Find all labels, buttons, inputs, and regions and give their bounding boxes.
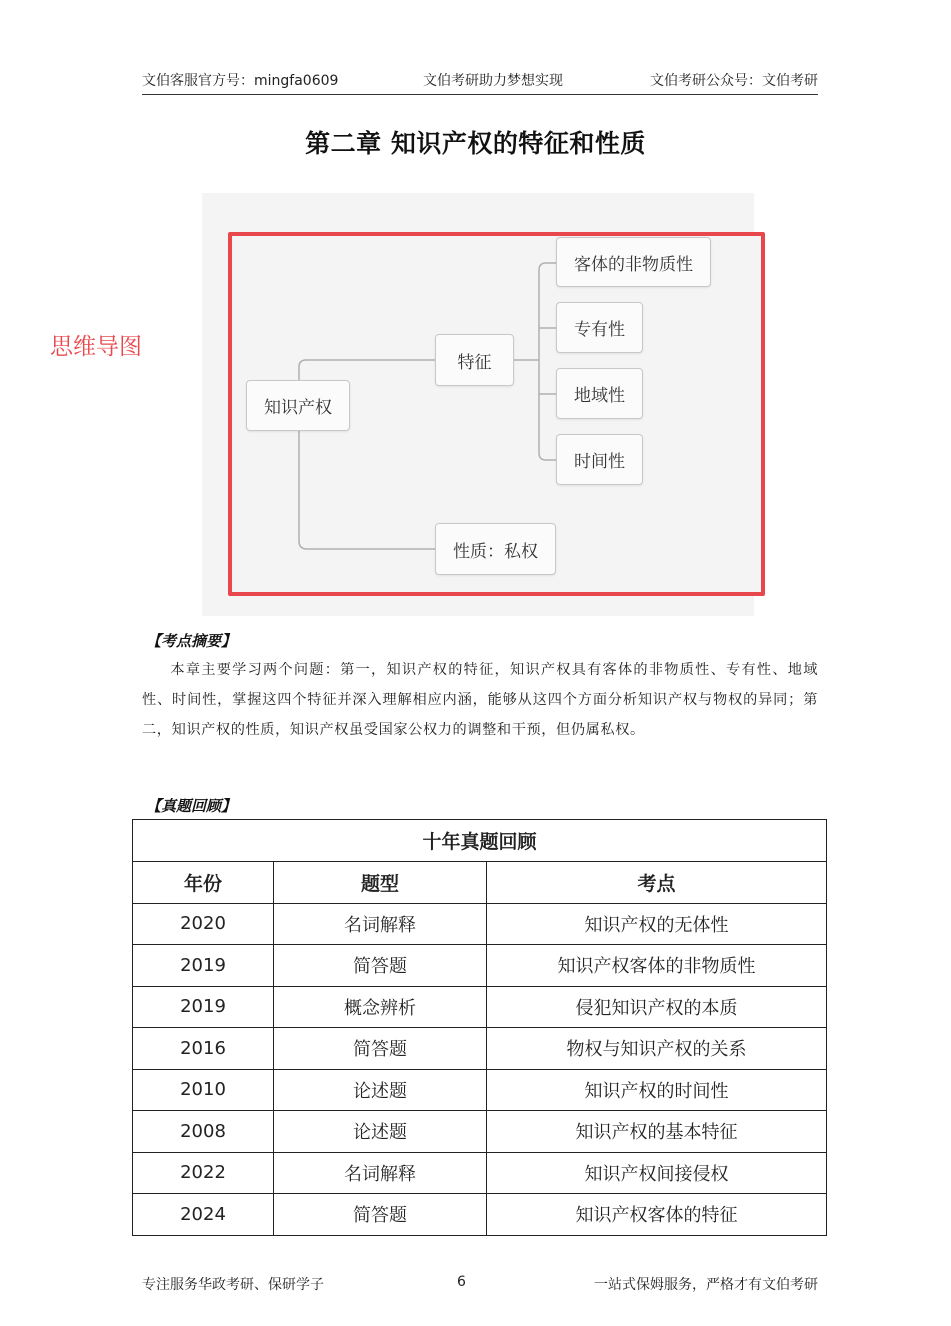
table-row [133,1111,827,1153]
mindmap-feature-node-nonmaterial: 客体的非物质性 [556,237,711,287]
mindmap-feature-node-exclusive: 专有性 [556,302,643,353]
cell-type: 概念辨析 [274,986,487,1028]
footer-service-note: 专注服务华政考研、保研学子 [142,1277,324,1293]
cell-type: 简答题 [274,1028,487,1070]
mindmap-nature-branch-node: 性质：私权 [435,523,556,575]
cell-year: 2020 [133,903,274,945]
table-row [133,903,827,945]
cell-topic: 知识产权的时间性 [487,1069,827,1111]
column-header-topic: 考点 [487,862,827,904]
cell-type: 简答题 [274,945,487,987]
cell-year: 2016 [133,1028,274,1070]
summary-paragraph: 本章主要学习两个问题：第一，知识产权的特征，知识产权具有客体的非物质性、专有性、地域性、时间性，掌握这四个特征并深入理解相应内涵，能够从这四个方面分析知识产权与物权的异同；第二，知识产权的性质，知识产权虽受国家公权力的调整和干预，但仍属私权。 [142,662,818,738]
cell-type: 名词解释 [274,903,487,945]
cell-type: 论述题 [274,1069,487,1111]
chapter-title: 第二章 知识产权的特征和性质 [305,129,646,158]
cell-year: 2008 [133,1111,274,1153]
table-row [133,1028,827,1070]
mindmap-label: 思维导图 [50,334,142,360]
cell-topic: 知识产权客体的特征 [487,1194,827,1236]
exam-review-table [132,819,827,1236]
mindmap-root-node: 知识产权 [246,380,350,431]
cell-year: 2024 [133,1194,274,1236]
cell-type: 论述题 [274,1111,487,1153]
table-row [133,945,827,987]
mindmap-feature-node-territorial: 地域性 [556,368,643,419]
cell-topic: 物权与知识产权的关系 [487,1028,827,1070]
table-header-row [133,862,827,904]
column-header-year: 年份 [133,862,274,904]
cell-topic: 知识产权的无体性 [487,903,827,945]
header-slogan: 文伯考研助力梦想实现 [423,73,563,89]
column-header-type: 题型 [274,862,487,904]
cell-year: 2010 [133,1069,274,1111]
footer-slogan: 一站式保姆服务，严格才有文伯考研 [594,1277,818,1293]
mindmap-feature-branch-node: 特征 [435,334,514,386]
table-row [133,986,827,1028]
table-row [133,1194,827,1236]
cell-topic: 知识产权的基本特征 [487,1111,827,1153]
page-number: 6 [457,1274,466,1290]
table-row [133,1152,827,1194]
page-header [142,64,818,95]
cell-topic: 知识产权客体的非物质性 [487,945,827,987]
cell-type: 简答题 [274,1194,487,1236]
review-heading: 【真题回顾】 [146,797,237,815]
summary-heading: 【考点摘要】 [146,632,237,650]
cell-year: 2019 [133,986,274,1028]
header-public-account: 文伯考研公众号：文伯考研 [650,73,818,89]
table-caption: 十年真题回顾 [133,820,827,862]
cell-type: 名词解释 [274,1152,487,1194]
cell-topic: 侵犯知识产权的本质 [487,986,827,1028]
cell-topic: 知识产权间接侵权 [487,1152,827,1194]
table-row [133,1069,827,1111]
cell-year: 2022 [133,1152,274,1194]
cell-year: 2019 [133,945,274,987]
mindmap-feature-node-temporal: 时间性 [556,434,643,485]
header-customer-service: 文伯客服官方号：mingfa0609 [142,73,339,89]
